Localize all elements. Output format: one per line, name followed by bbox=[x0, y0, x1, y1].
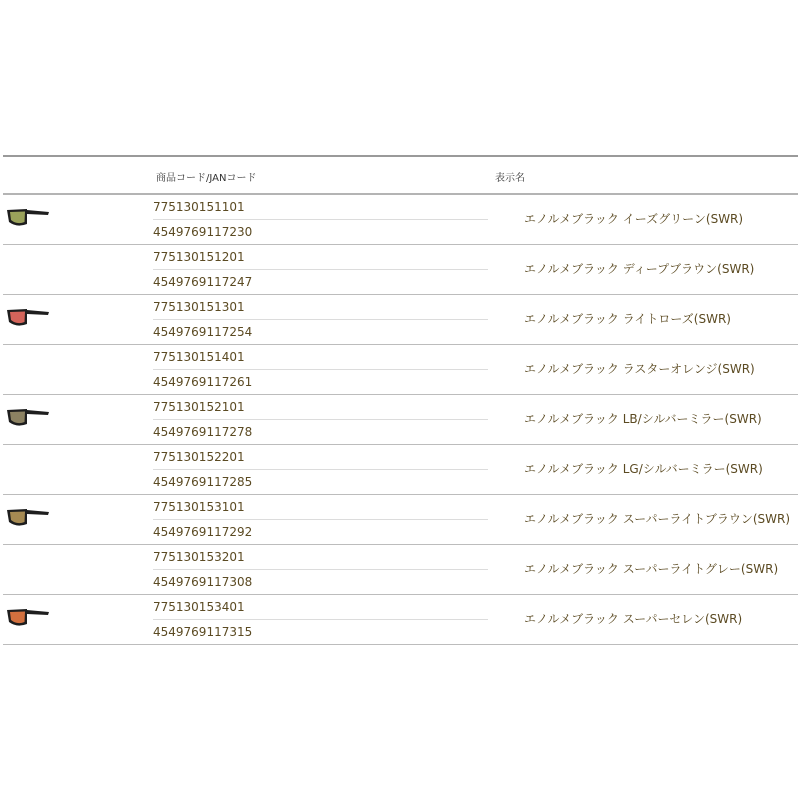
table-row bbox=[3, 495, 798, 545]
product-code: 775130151101 bbox=[153, 195, 488, 220]
jan-code: 4549769117254 bbox=[153, 325, 253, 339]
jan-code: 4549769117261 bbox=[153, 375, 253, 389]
sunglasses-image bbox=[5, 602, 51, 632]
jan-code: 4549769117292 bbox=[153, 525, 253, 539]
table-row bbox=[3, 295, 798, 345]
table-row bbox=[3, 445, 798, 495]
header-name: 表示名 bbox=[495, 173, 525, 184]
display-name: エノルメブラック ライトローズ(SWR) bbox=[524, 312, 731, 326]
display-name: エノルメブラック イーズグリーン(SWR) bbox=[524, 212, 744, 226]
display-name: エノルメブラック スーパーライトグレー(SWR) bbox=[524, 562, 779, 576]
product-code: 775130151301 bbox=[153, 295, 488, 320]
header-code: 商品コード/JANコード bbox=[156, 173, 257, 184]
table-row bbox=[3, 595, 798, 645]
jan-code: 4549769117278 bbox=[153, 425, 253, 439]
table-row bbox=[3, 545, 798, 595]
sunglasses-image bbox=[5, 402, 51, 432]
product-code: 775130153101 bbox=[153, 495, 488, 520]
jan-code: 4549769117315 bbox=[153, 625, 253, 639]
product-code: 775130151401 bbox=[153, 345, 488, 370]
product-code: 775130153401 bbox=[153, 595, 488, 620]
product-table bbox=[3, 155, 798, 645]
display-name: エノルメブラック スーパーライトブラウン(SWR) bbox=[524, 512, 790, 526]
table-row bbox=[3, 195, 798, 245]
jan-code: 4549769117247 bbox=[153, 275, 253, 289]
display-name: エノルメブラック スーパーセレン(SWR) bbox=[524, 612, 743, 626]
jan-code: 4549769117308 bbox=[153, 575, 253, 589]
display-name: エノルメブラック ディープブラウン(SWR) bbox=[524, 262, 755, 276]
sunglasses-image bbox=[5, 502, 51, 532]
sunglasses-image bbox=[5, 302, 51, 332]
sunglasses-image bbox=[5, 202, 51, 232]
display-name: エノルメブラック LB/シルバーミラー(SWR) bbox=[524, 412, 762, 426]
jan-code: 4549769117285 bbox=[153, 475, 253, 489]
product-code: 775130151201 bbox=[153, 245, 488, 270]
product-code: 775130152201 bbox=[153, 445, 488, 470]
display-name: エノルメブラック ラスターオレンジ(SWR) bbox=[524, 362, 755, 376]
table-row bbox=[3, 245, 798, 295]
product-code: 775130152101 bbox=[153, 395, 488, 420]
table-row bbox=[3, 395, 798, 445]
jan-code: 4549769117230 bbox=[153, 225, 253, 239]
display-name: エノルメブラック LG/シルバーミラー(SWR) bbox=[524, 462, 763, 476]
table-header bbox=[3, 157, 798, 195]
table-row bbox=[3, 345, 798, 395]
product-code: 775130153201 bbox=[153, 545, 488, 570]
